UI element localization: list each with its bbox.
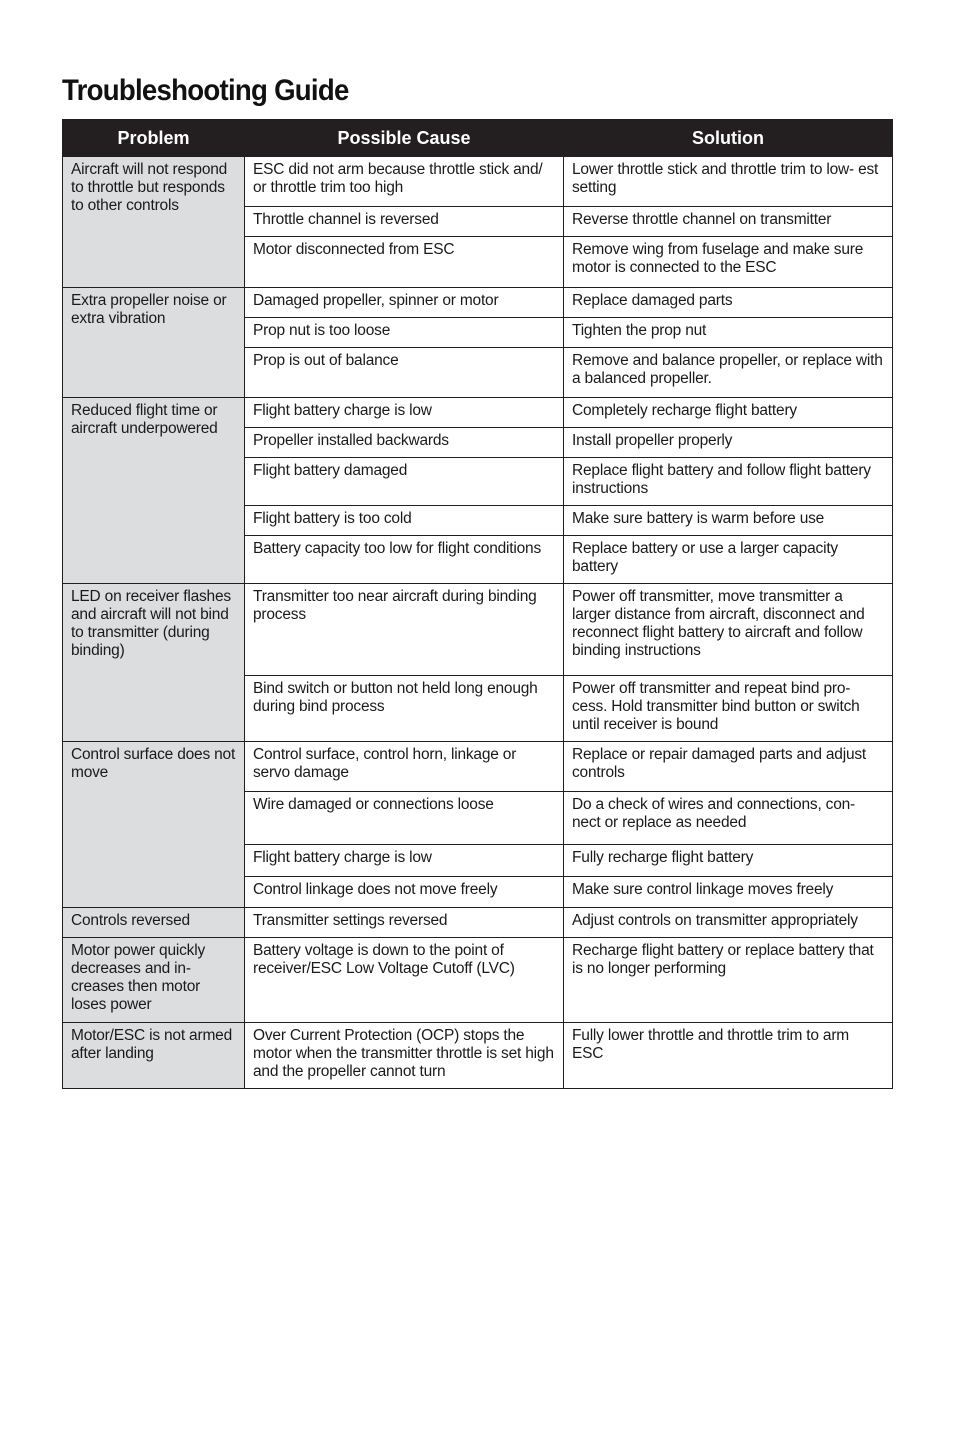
solution-cell: Replace damaged parts bbox=[564, 288, 893, 318]
table-row bbox=[63, 584, 893, 676]
problem-cell: Controls reversed bbox=[63, 908, 245, 938]
cause-cell: Over Current Protection (OCP) stops the motor when the transmitter throttle is set high and the propeller cannot turn bbox=[245, 1023, 564, 1089]
column-header-problem: Problem bbox=[63, 120, 245, 157]
solution-cell: Install propeller properly bbox=[564, 428, 893, 458]
cause-cell: Battery capacity too low for flight conditions bbox=[245, 536, 564, 584]
solution-cell: Recharge flight battery or replace battery that is no longer performing bbox=[564, 938, 893, 1023]
page-title: Troubleshooting Guide bbox=[62, 74, 349, 107]
table-row bbox=[63, 742, 893, 792]
cause-cell: Flight battery charge is low bbox=[245, 398, 564, 428]
solution-cell: Power off transmitter, move transmitter a larger distance from aircraft, disconnect and reconnect flight battery to aircraft and follow binding instructions bbox=[564, 584, 893, 676]
cause-cell: Motor disconnected from ESC bbox=[245, 237, 564, 288]
cause-cell: Control linkage does not move freely bbox=[245, 877, 564, 908]
cause-cell: Flight battery charge is low bbox=[245, 845, 564, 877]
solution-cell: Fully lower throttle and throttle trim to arm ESC bbox=[564, 1023, 893, 1089]
solution-cell: Power off transmitter and repeat bind pro- cess. Hold transmitter bind button or switch until receiver is bound bbox=[564, 676, 893, 742]
cause-cell: Prop nut is too loose bbox=[245, 318, 564, 348]
column-header-solution: Solution bbox=[564, 120, 893, 157]
solution-cell: Remove wing from fuselage and make sure motor is connected to the ESC bbox=[564, 237, 893, 288]
solution-cell: Make sure battery is warm before use bbox=[564, 506, 893, 536]
solution-cell: Make sure control linkage moves freely bbox=[564, 877, 893, 908]
solution-cell: Adjust controls on transmitter appropriately bbox=[564, 908, 893, 938]
solution-cell: Reverse throttle channel on transmitter bbox=[564, 207, 893, 237]
solution-cell: Fully recharge flight battery bbox=[564, 845, 893, 877]
table-body bbox=[63, 157, 893, 1089]
cause-cell: Wire damaged or connections loose bbox=[245, 792, 564, 845]
problem-cell: Aircraft will not respond to throttle but responds to other controls bbox=[63, 157, 245, 288]
table-row bbox=[63, 908, 893, 938]
troubleshooting-table bbox=[62, 119, 893, 1089]
cause-cell: Flight battery is too cold bbox=[245, 506, 564, 536]
solution-cell: Remove and balance propeller, or replace with a balanced propeller. bbox=[564, 348, 893, 398]
problem-cell: Control surface does not move bbox=[63, 742, 245, 908]
problem-cell: Motor power quickly decreases and in- creases then motor loses power bbox=[63, 938, 245, 1023]
cause-cell: Prop is out of balance bbox=[245, 348, 564, 398]
solution-cell: Tighten the prop nut bbox=[564, 318, 893, 348]
cause-cell: Bind switch or button not held long enough during bind process bbox=[245, 676, 564, 742]
solution-cell: Lower throttle stick and throttle trim to low- est setting bbox=[564, 157, 893, 207]
cause-cell: Flight battery damaged bbox=[245, 458, 564, 506]
solution-cell: Replace battery or use a larger capacity battery bbox=[564, 536, 893, 584]
solution-cell: Replace flight battery and follow flight battery instructions bbox=[564, 458, 893, 506]
solution-cell: Completely recharge flight battery bbox=[564, 398, 893, 428]
cause-cell: ESC did not arm because throttle stick and/ or throttle trim too high bbox=[245, 157, 564, 207]
cause-cell: Battery voltage is down to the point of receiver/ESC Low Voltage Cutoff (LVC) bbox=[245, 938, 564, 1023]
column-header-cause: Possible Cause bbox=[245, 120, 564, 157]
table-row bbox=[63, 938, 893, 1023]
header-row bbox=[63, 120, 893, 157]
problem-cell: LED on receiver flashes and aircraft will not bind to transmitter (during binding) bbox=[63, 584, 245, 742]
cause-cell: Propeller installed backwards bbox=[245, 428, 564, 458]
table-row bbox=[63, 288, 893, 318]
cause-cell: Damaged propeller, spinner or motor bbox=[245, 288, 564, 318]
problem-cell: Extra propeller noise or extra vibration bbox=[63, 288, 245, 398]
cause-cell: Control surface, control horn, linkage or servo damage bbox=[245, 742, 564, 792]
table-row bbox=[63, 398, 893, 428]
table-row bbox=[63, 157, 893, 207]
problem-cell: Reduced flight time or aircraft underpowered bbox=[63, 398, 245, 584]
problem-cell: Motor/ESC is not armed after landing bbox=[63, 1023, 245, 1089]
table-row bbox=[63, 1023, 893, 1089]
cause-cell: Transmitter too near aircraft during binding process bbox=[245, 584, 564, 676]
solution-cell: Replace or repair damaged parts and adjust controls bbox=[564, 742, 893, 792]
cause-cell: Transmitter settings reversed bbox=[245, 908, 564, 938]
cause-cell: Throttle channel is reversed bbox=[245, 207, 564, 237]
solution-cell: Do a check of wires and connections, con- nect or replace as needed bbox=[564, 792, 893, 845]
